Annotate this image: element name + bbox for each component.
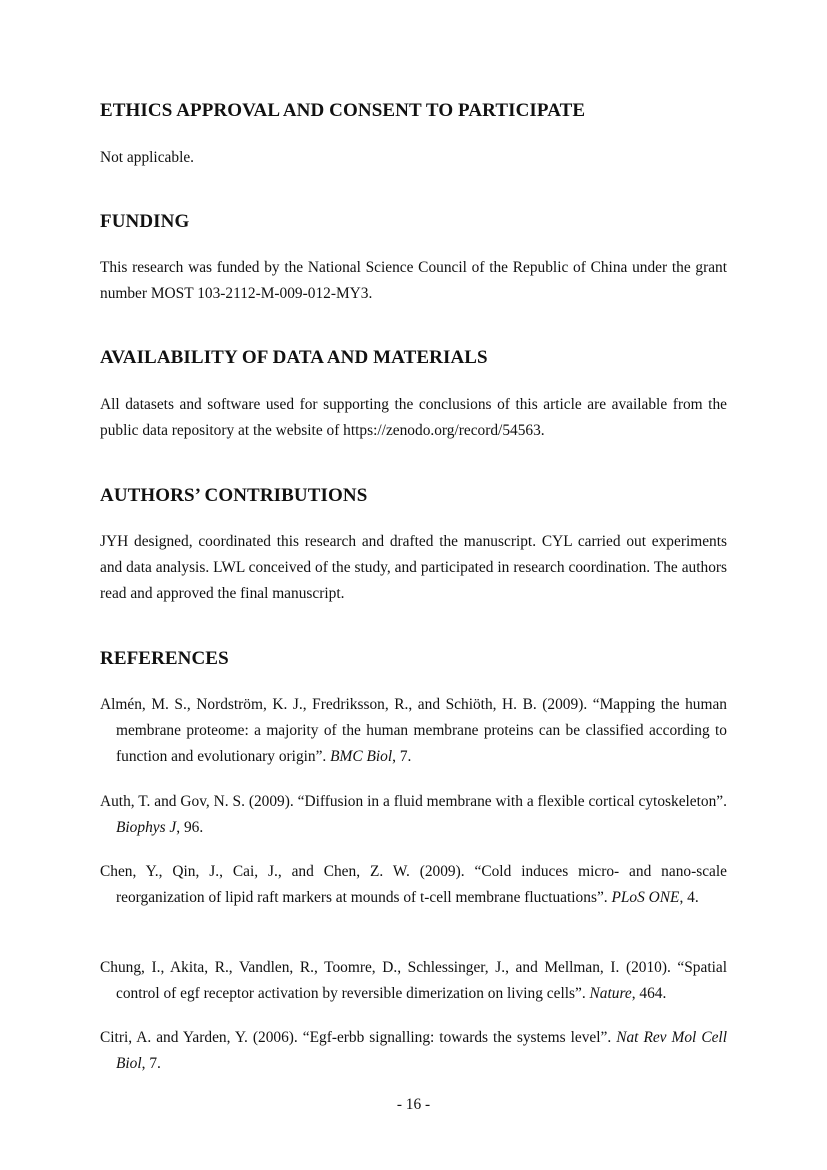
reference-journal: BMC Biol	[330, 747, 393, 765]
reference-item	[100, 955, 727, 1007]
reference-main: Auth, T. and Gov, N. S. (2009). “Diffusion in a fluid membrane with a flexible cortical cytoskeleton”.	[100, 793, 727, 810]
reference-item	[100, 859, 727, 911]
reference-main: Chen, Y., Qin, J., Cai, J., and Chen, Z. W. (2009). “Cold induces micro- and nano-scale reorganization of lipid raft markers at mounds of t-cell membrane fluctuations”.	[100, 863, 727, 906]
reference-tail: , 7.	[141, 1054, 161, 1072]
ethics-body: Not applicable.	[100, 149, 195, 166]
reference-tail: , 464.	[631, 984, 667, 1002]
reference-main: Almén, M. S., Nordström, K. J., Fredriksson, R., and Schiöth, H. B. (2009). “Mapping the human membrane proteome: a majority of the human membrane proteins can be classified according to function and evolutionary origin”.	[100, 696, 727, 765]
reference-item	[100, 789, 727, 841]
funding-heading: FUNDING	[100, 211, 190, 232]
contributions-body: JYH designed, coordinated this research and drafted the manuscript. CYL carried out experiments and data analysis. LWL conceived of the study, and participated in research coordination. The authors read and approved the final manuscript.	[100, 533, 727, 602]
reference-tail: , 4.	[679, 888, 699, 906]
reference-item	[100, 1025, 727, 1077]
availability-heading: AVAILABILITY OF DATA AND MATERIALS	[100, 347, 488, 368]
reference-journal: Biophys J	[116, 818, 177, 836]
reference-journal: Nat Rev Mol Cell Biol	[116, 1029, 727, 1072]
reference-tail: , 96.	[176, 818, 204, 836]
funding-body: This research was funded by the National Science Council of the Republic of China under the grant number MOST 103-2112-M-009-012-MY3.	[100, 259, 727, 302]
ethics-heading: ETHICS APPROVAL AND CONSENT TO PARTICIPATE	[100, 100, 586, 121]
page-number: - 16 -	[396, 1096, 431, 1113]
references-heading: REFERENCES	[100, 648, 229, 669]
contributions-heading: AUTHORS’ CONTRIBUTIONS	[100, 485, 368, 506]
reference-tail: , 7.	[392, 747, 412, 765]
availability-body: All datasets and software used for supporting the conclusions of this article are available from the public data repository at the website of https://zenodo.org/record/54563.	[100, 396, 727, 439]
reference-main: Citri, A. and Yarden, Y. (2006). “Egf-erbb signalling: towards the systems level”.	[100, 1029, 617, 1046]
reference-main: Chung, I., Akita, R., Vandlen, R., Toomre, D., Schlessinger, J., and Mellman, I. (2010). “Spatial control of egf receptor activation by reversible dimerization on living cells”.	[100, 959, 727, 1002]
reference-journal: PLoS ONE	[611, 888, 680, 906]
reference-item	[100, 692, 727, 769]
reference-journal: Nature	[589, 984, 632, 1002]
